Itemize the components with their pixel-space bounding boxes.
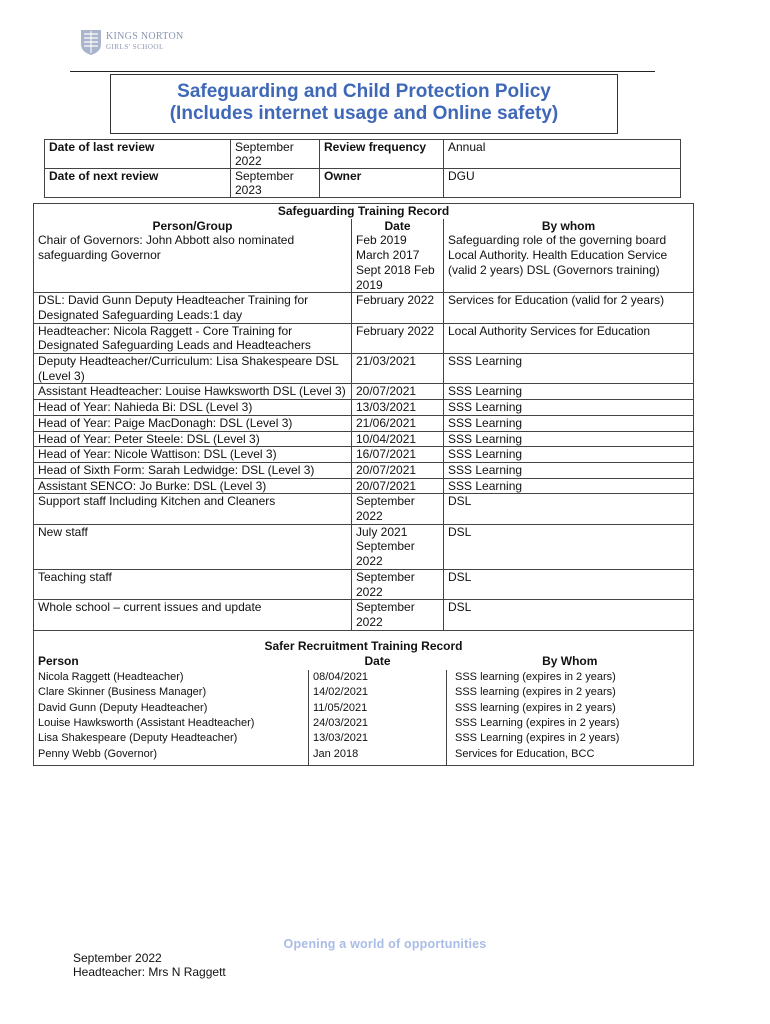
recruitment-by-cell: SSS learning (expires in 2 years) [447, 701, 694, 716]
training-date-cell: 13/03/2021 [352, 400, 444, 416]
by-whom-header: By whom [444, 219, 694, 234]
table-row [34, 524, 694, 569]
training-by-cell: SSS Learning [444, 354, 694, 384]
training-by-cell: SSS Learning [444, 431, 694, 447]
recruitment-date-cell: 24/03/2021 [309, 716, 447, 731]
training-person-cell: Deputy Headteacher/Curriculum: Lisa Shakespeare DSL (Level 3) [34, 354, 352, 384]
training-by-cell: SSS Learning [444, 415, 694, 431]
recruitment-person-cell: Clare Skinner (Business Manager) [34, 685, 309, 700]
table-row [34, 478, 694, 494]
table-row [34, 384, 694, 400]
training-date-cell: 20/07/2021 [352, 384, 444, 400]
training-by-cell: DSL [444, 494, 694, 524]
training-date-cell: July 2021 September 2022 [352, 524, 444, 569]
review-frequency-label: Review frequency [320, 140, 444, 169]
training-date-cell: September 2022 [352, 600, 444, 630]
recruitment-by-cell: SSS Learning (expires in 2 years) [447, 716, 694, 731]
recruitment-person-cell: Penny Webb (Governor) [34, 747, 309, 766]
training-by-cell: SSS Learning [444, 478, 694, 494]
training-date-cell: Feb 2019 March 2017 Sept 2018 Feb 2019 [352, 233, 444, 292]
table-header-row [34, 654, 694, 669]
table-row [34, 685, 694, 700]
training-date-cell: September 2022 [352, 494, 444, 524]
date-header: Date [352, 219, 444, 234]
recruitment-caption: Safer Recruitment Training Record [34, 627, 694, 654]
school-logo [80, 28, 184, 56]
table-row [34, 447, 694, 463]
table-header-row [34, 219, 694, 234]
training-person-cell: Assistant Headteacher: Louise Hawksworth DSL (Level 3) [34, 384, 352, 400]
recruitment-by-cell: SSS Learning (expires in 2 years) [447, 731, 694, 746]
review-table [44, 139, 681, 198]
training-person-cell: Head of Year: Nicole Wattison: DSL (Level 3) [34, 447, 352, 463]
training-caption: Safeguarding Training Record [34, 204, 694, 219]
last-review-label: Date of last review [45, 140, 231, 169]
training-person-cell: Head of Year: Peter Steele: DSL (Level 3) [34, 431, 352, 447]
recruitment-person-cell: Louise Hawksworth (Assistant Headteacher) [34, 716, 309, 731]
table-caption-row [34, 204, 694, 219]
table-row [34, 600, 694, 630]
table-row [34, 233, 694, 292]
training-person-cell: Head of Year: Nahieda Bi: DSL (Level 3) [34, 400, 352, 416]
next-review-date: September 2023 [231, 169, 320, 198]
table-row [34, 323, 694, 353]
table-row [34, 293, 694, 323]
footer-tagline: Opening a world of opportunities [283, 937, 487, 951]
table-row [34, 415, 694, 431]
recruitment-date-cell: Jan 2018 [309, 747, 447, 766]
training-person-cell: Whole school – current issues and update [34, 600, 352, 630]
training-date-cell: September 2022 [352, 569, 444, 599]
training-by-cell: DSL [444, 569, 694, 599]
table-row [34, 494, 694, 524]
training-date-cell: February 2022 [352, 293, 444, 323]
training-by-cell: Local Authority Services for Education [444, 323, 694, 353]
table-row [34, 670, 694, 685]
table-row [34, 400, 694, 416]
recruitment-date-cell: 13/03/2021 [309, 731, 447, 746]
recruitment-by-cell: Services for Education, BCC [447, 747, 694, 766]
recruitment-by-cell: SSS learning (expires in 2 years) [447, 685, 694, 700]
training-by-cell: Safeguarding role of the governing board Local Authority. Health Education Service (valid 2 years) DSL (Governors training) [444, 233, 694, 292]
training-by-cell: SSS Learning [444, 400, 694, 416]
training-person-cell: Support staff Including Kitchen and Cleaners [34, 494, 352, 524]
training-by-cell: Services for Education (valid for 2 years) [444, 293, 694, 323]
table-row [34, 731, 694, 746]
date-header: Date [364, 654, 391, 669]
training-by-cell: SSS Learning [444, 462, 694, 478]
training-person-cell: Teaching staff [34, 569, 352, 599]
footer-date: September 2022 [73, 951, 162, 965]
school-crest-icon [80, 28, 102, 56]
title-line-1: Safeguarding and Child Protection Policy [177, 81, 551, 102]
training-date-cell: 10/04/2021 [352, 431, 444, 447]
owner-label: Owner [320, 169, 444, 198]
training-person-cell: Headteacher: Nicola Raggett - Core Training for Designated Safeguarding Leads and Headteachers [34, 323, 352, 353]
safeguarding-training-table [33, 203, 694, 631]
training-by-cell: DSL [444, 524, 694, 569]
training-date-cell: 20/07/2021 [352, 462, 444, 478]
training-by-cell: SSS Learning [444, 384, 694, 400]
training-person-cell: New staff [34, 524, 352, 569]
training-date-cell: 21/06/2021 [352, 415, 444, 431]
recruitment-person-cell: Nicola Raggett (Headteacher) [34, 670, 309, 685]
recruitment-date-cell: 14/02/2021 [309, 685, 447, 700]
logo-sub: GIRLS' SCHOOL [106, 43, 164, 51]
person-group-header: Person/Group [34, 219, 352, 234]
training-date-cell: 20/07/2021 [352, 478, 444, 494]
training-date-cell: 21/03/2021 [352, 354, 444, 384]
person-header: Person [34, 654, 309, 669]
training-date-cell: 16/07/2021 [352, 447, 444, 463]
owner-value: DGU [444, 169, 681, 198]
table-row [34, 569, 694, 599]
footer [73, 951, 226, 979]
table-row [34, 716, 694, 731]
table-row [34, 431, 694, 447]
header-rule [70, 71, 655, 72]
training-date-cell: February 2022 [352, 323, 444, 353]
review-row [45, 169, 681, 198]
safer-recruitment-table [33, 627, 694, 766]
recruitment-date-cell: 08/04/2021 [309, 670, 447, 685]
table-caption-row [34, 627, 694, 654]
page-title [110, 74, 618, 134]
table-row [34, 354, 694, 384]
review-frequency-value: Annual [444, 140, 681, 169]
by-whom-header: By Whom [447, 654, 694, 669]
logo-name: KINGS NORTON [106, 31, 184, 42]
table-row [34, 747, 694, 766]
recruitment-date-cell: 11/05/2021 [309, 701, 447, 716]
review-row [45, 140, 681, 169]
title-line-2: (Includes internet usage and Online safety) [169, 103, 559, 124]
training-by-cell: DSL [444, 600, 694, 630]
recruitment-person-cell: David Gunn (Deputy Headteacher) [34, 701, 309, 716]
training-by-cell: SSS Learning [444, 447, 694, 463]
recruitment-person-cell: Lisa Shakespeare (Deputy Headteacher) [34, 731, 309, 746]
table-row [34, 462, 694, 478]
footer-headteacher: Headteacher: Mrs N Raggett [73, 965, 226, 979]
training-person-cell: Head of Year: Paige MacDonagh: DSL (Level 3) [34, 415, 352, 431]
training-person-cell: Assistant SENCO: Jo Burke: DSL (Level 3) [34, 478, 352, 494]
table-row [34, 701, 694, 716]
training-person-cell: DSL: David Gunn Deputy Headteacher Training for Designated Safeguarding Leads:1 day [34, 293, 352, 323]
training-person-cell: Chair of Governors: John Abbott also nominated safeguarding Governor [34, 233, 352, 292]
recruitment-by-cell: SSS learning (expires in 2 years) [447, 670, 694, 685]
last-review-date: September 2022 [231, 140, 320, 169]
next-review-label: Date of next review [45, 169, 231, 198]
training-person-cell: Head of Sixth Form: Sarah Ledwidge: DSL (Level 3) [34, 462, 352, 478]
